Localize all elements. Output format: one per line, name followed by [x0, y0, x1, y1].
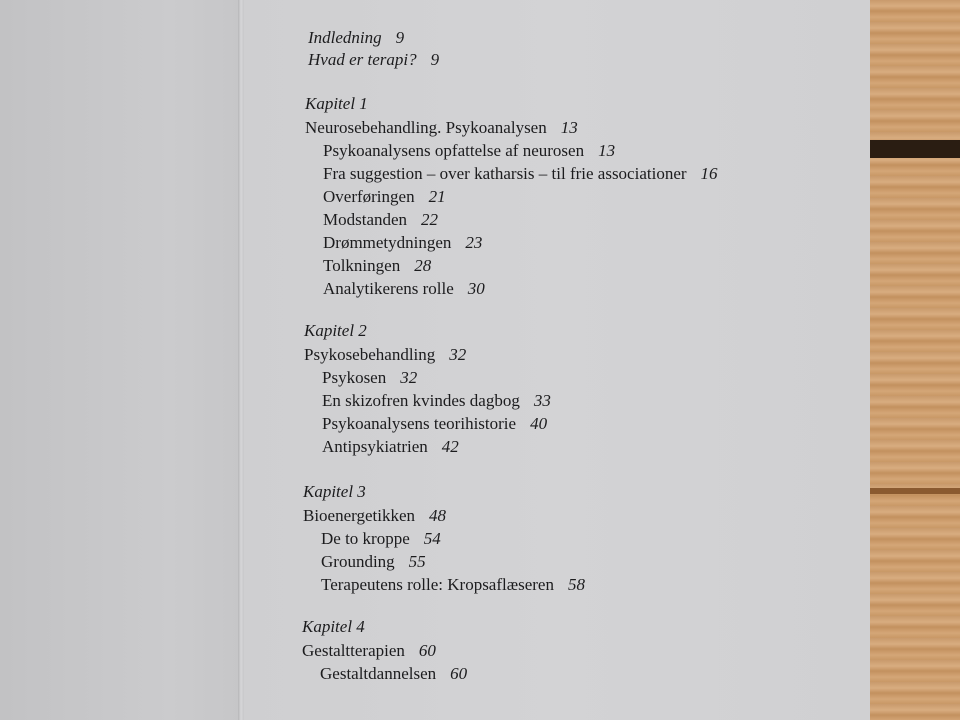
section-entry-title: Antipsykiatrien: [322, 437, 428, 456]
section-entry: [321, 575, 585, 595]
page-number: 21: [428, 187, 446, 206]
section-entry: [323, 256, 431, 276]
section-entry: [323, 279, 485, 299]
section-entry-title: Grounding: [321, 552, 395, 571]
section-entry-title: En skizofren kvindes dagbog: [322, 391, 520, 410]
section-entry-title: Modstanden: [323, 210, 408, 229]
chapter-title-title: Neurosebehandling. Psykoanalysen: [305, 118, 547, 137]
chapter-label: [303, 482, 366, 502]
chapter-label-title: Kapitel 4: [302, 617, 365, 636]
page-number: 23: [465, 233, 483, 252]
section-entry-title: Gestaltdannelsen: [320, 664, 437, 683]
page-number: 32: [400, 368, 418, 387]
page-number: 33: [533, 391, 551, 410]
section-entry: [323, 141, 615, 161]
section-entry: [322, 368, 417, 388]
chapter-title-title: Psykosebehandling: [304, 345, 436, 364]
table-plank-gap: [870, 488, 960, 494]
chapter-label-title: Kapitel 2: [304, 321, 367, 340]
chapter-label: [302, 617, 365, 637]
section-entry: [321, 529, 441, 549]
section-entry: [322, 437, 459, 457]
page-number: 48: [429, 506, 447, 525]
section-entry: [320, 664, 467, 684]
section-entry: [322, 391, 551, 411]
section-entry-title: Psykoanalysens teorihistorie: [322, 414, 517, 433]
page-number: 58: [567, 575, 585, 594]
page-number: 9: [430, 50, 440, 69]
section-entry-title: Fra suggestion – over katharsis – til frie associationer: [323, 164, 687, 183]
page-number: 32: [449, 345, 467, 364]
page-number: 30: [467, 279, 485, 298]
section-entry-title: Tolkningen: [323, 256, 401, 275]
section-entry-title: Psykoanalysens opfattelse af neurosen: [323, 141, 585, 160]
page-number: 60: [418, 641, 436, 660]
page-number: 28: [414, 256, 432, 275]
front-matter-entry-title: Hvad er terapi?: [308, 50, 417, 69]
left-page: [0, 0, 243, 720]
page-number: 13: [598, 141, 616, 160]
front-matter-entry-title: Indledning: [308, 28, 382, 47]
page-number: 13: [560, 118, 578, 137]
chapter-label: [304, 321, 367, 341]
chapter-label-title: Kapitel 1: [305, 94, 368, 113]
table-plank-gap: [870, 140, 960, 158]
front-matter-entry: [308, 50, 439, 70]
section-entry-title: Psykosen: [322, 368, 387, 387]
section-entry-title: Terapeutens rolle: Kropsaflæseren: [321, 575, 554, 594]
chapter-title: [304, 345, 466, 365]
chapter-label-title: Kapitel 3: [303, 482, 366, 501]
section-entry: [322, 414, 547, 434]
page-number: 16: [700, 164, 718, 183]
section-entry: [321, 552, 426, 572]
chapter-label: [305, 94, 368, 114]
section-entry-title: Drømmetydningen: [323, 233, 452, 252]
page-number: 40: [530, 414, 548, 433]
section-entry: [323, 187, 446, 207]
section-entry: [323, 164, 718, 184]
page-number: 42: [441, 437, 459, 456]
page-number: 9: [395, 28, 405, 47]
chapter-title: [303, 506, 446, 526]
page-number: 22: [421, 210, 439, 229]
front-matter-entry: [308, 28, 404, 48]
section-entry: [323, 233, 482, 253]
section-entry-title: De to kroppe: [321, 529, 410, 548]
section-entry-title: Overføringen: [323, 187, 415, 206]
chapter-title: [305, 118, 578, 138]
chapter-title-title: Bioenergetikken: [303, 506, 416, 525]
section-entry: [323, 210, 438, 230]
wooden-table: [870, 0, 960, 720]
page-number: 54: [423, 529, 441, 548]
chapter-title: [302, 641, 436, 661]
section-entry-title: Analytikerens rolle: [323, 279, 454, 298]
page-number: 60: [450, 664, 468, 683]
chapter-title-title: Gestaltterapien: [302, 641, 405, 660]
page-number: 55: [408, 552, 426, 571]
